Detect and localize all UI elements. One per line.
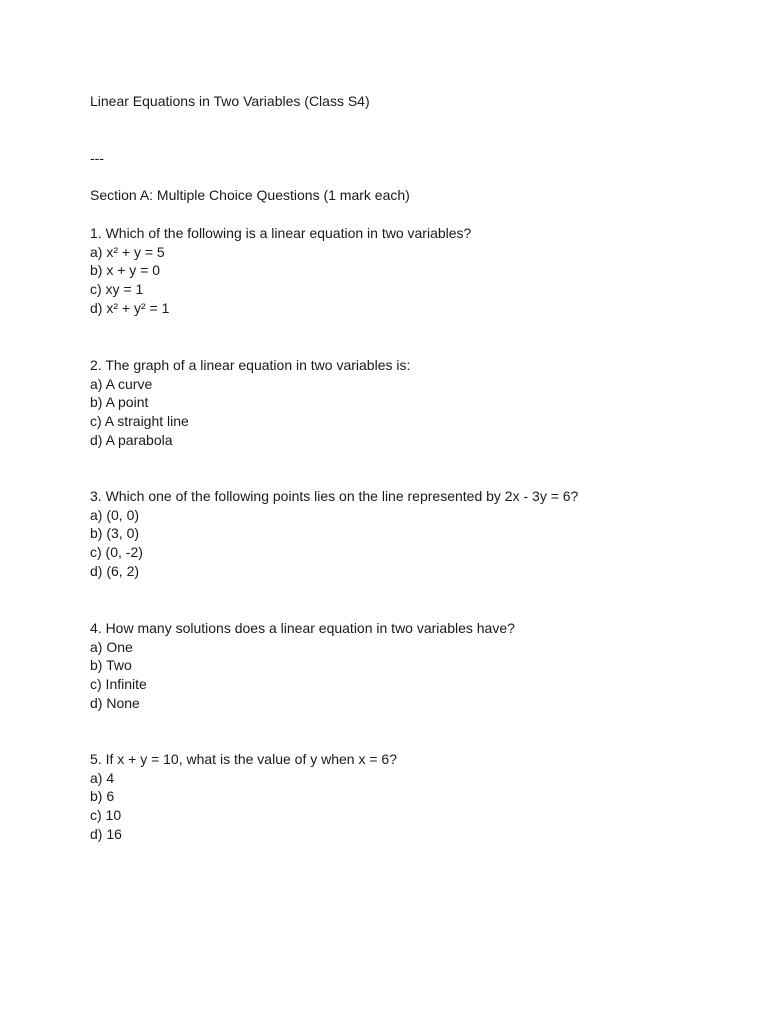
question-prompt: 1. Which of the following is a linear equation in two variables? [90,225,472,241]
option-d: d) A parabola [90,431,173,448]
question-prompt: 3. Which one of the following points lies on the line represented by 2x - 3y = 6? [90,488,579,504]
question-3 [90,487,578,580]
document-title: Linear Equations in Two Variables (Class S4) [90,93,370,109]
option-a: a) x² + y = 5 [90,243,165,260]
question-prompt: 5. If x + y = 10, what is the value of y when x = 6? [90,751,398,767]
option-c: c) A straight line [90,413,189,430]
option-d: d) x² + y² = 1 [90,299,170,316]
option-c: c) Infinite [90,676,147,693]
question-prompt: 4. How many solutions does a linear equation in two variables have? [90,620,515,636]
option-b: b) A point [90,394,149,411]
question-5 [90,750,397,843]
option-b: b) Two [90,657,132,674]
separator-line: --- [90,150,104,166]
question-prompt: 2. The graph of a linear equation in two variables is: [90,357,411,373]
option-b: b) x + y = 0 [90,262,161,279]
option-d: d) 16 [90,825,122,842]
question-4 [90,619,515,712]
option-a: a) One [90,638,133,655]
option-c: c) 10 [90,807,122,824]
option-b: b) 6 [90,788,115,805]
question-1 [90,224,471,317]
option-a: a) (0, 0) [90,506,140,523]
option-a: a) 4 [90,769,115,786]
option-c: c) (0, -2) [90,544,143,561]
option-d: d) None [90,694,140,711]
option-b: b) (3, 0) [90,525,140,542]
option-d: d) (6, 2) [90,562,140,579]
section-heading: Section A: Multiple Choice Questions (1 mark each) [90,187,410,203]
option-a: a) A curve [90,375,153,392]
option-c: c) xy = 1 [90,281,144,298]
question-2 [90,356,410,449]
